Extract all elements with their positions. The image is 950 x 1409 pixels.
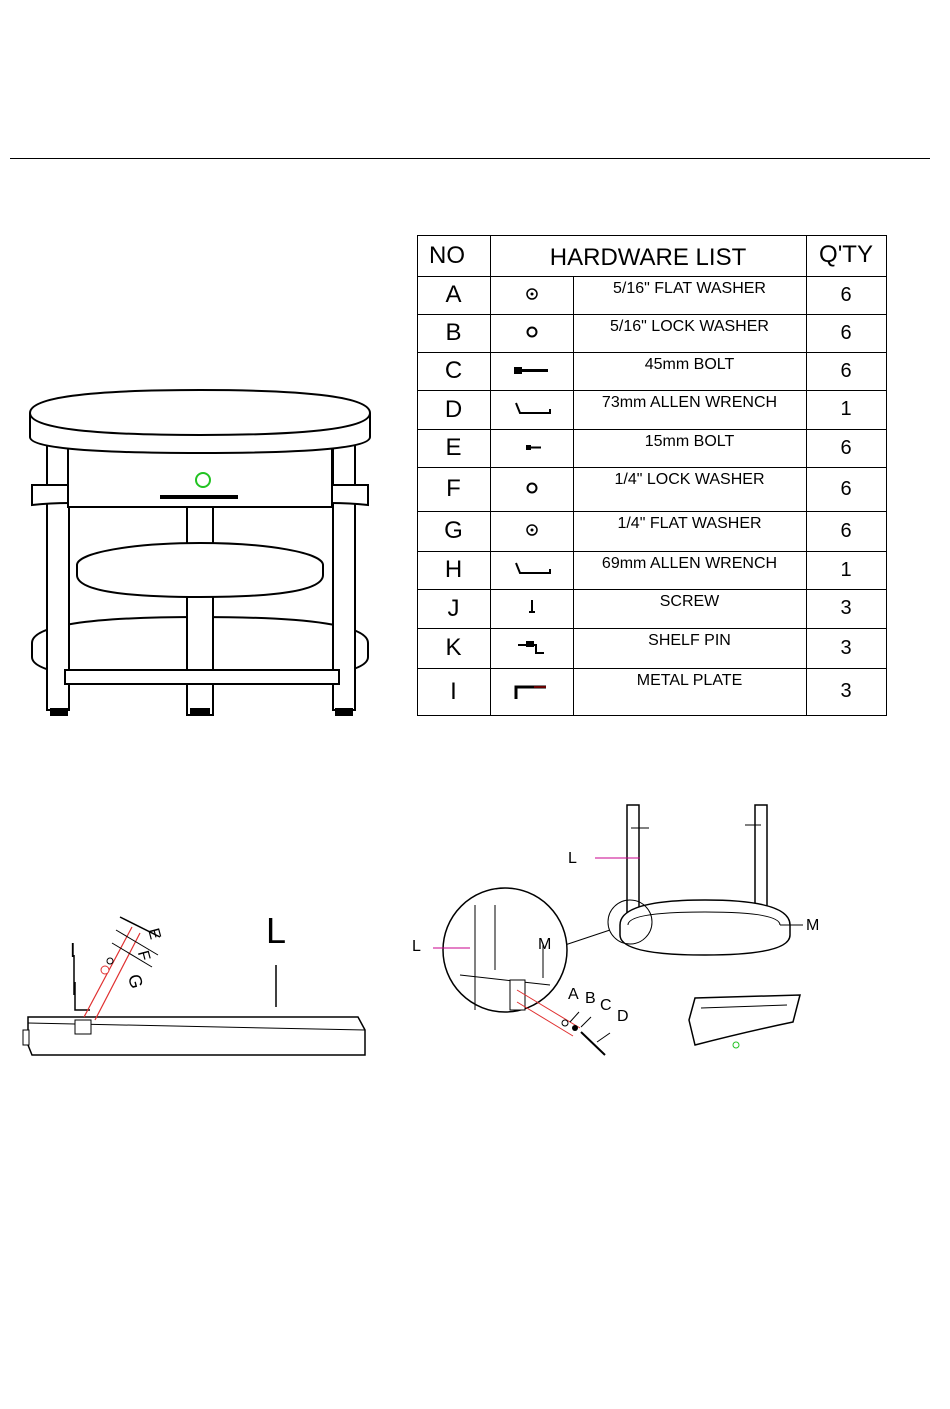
- row-qty: 3: [840, 597, 852, 619]
- header-divider: [10, 158, 930, 159]
- row-no: A: [445, 281, 462, 308]
- row-no: G: [444, 517, 463, 544]
- row-description: 73mm ALLEN WRENCH: [601, 394, 778, 411]
- label-a: A: [568, 986, 579, 1003]
- row-qty: 6: [840, 436, 852, 459]
- row-description: 1/4" LOCK WASHER: [614, 471, 765, 488]
- row-description: 5/16" FLAT WASHER: [613, 280, 766, 297]
- lock-washer-icon: [512, 480, 552, 498]
- label-leg-l: L: [266, 910, 287, 951]
- step2-leg-assembly-diagram: [405, 800, 825, 1070]
- row-no: C: [444, 357, 463, 384]
- row-no: F: [446, 475, 461, 502]
- row-qty: 6: [840, 321, 852, 344]
- screw-icon: [490, 589, 573, 628]
- shelf-pin-icon: [512, 639, 552, 657]
- lock-washer-icon: [490, 467, 573, 511]
- allen-wrench-icon: [512, 561, 552, 579]
- row-no: I: [450, 677, 457, 705]
- row-no: J: [447, 594, 460, 622]
- header-qty: Q'TY: [819, 241, 873, 268]
- header-hardware-list: HARDWARE LIST: [549, 244, 747, 271]
- label-washer-f: F: [133, 948, 153, 963]
- row-qty: 3: [840, 680, 852, 702]
- lock-washer-icon: [490, 314, 573, 352]
- label-detail-l: L: [412, 938, 421, 955]
- row-description: SHELF PIN: [648, 632, 731, 649]
- short-bolt-icon: [490, 429, 573, 467]
- row-no: E: [445, 434, 462, 461]
- label-c: C: [600, 997, 612, 1014]
- allen-wrench-icon: [490, 551, 573, 589]
- shelf-pin-icon: [490, 628, 573, 668]
- bolt-icon: [490, 352, 573, 390]
- row-description: METAL PLATE: [636, 672, 743, 689]
- step1-metal-plate-diagram: [20, 905, 370, 1060]
- hardware-list-table: [417, 235, 887, 716]
- row-no: B: [445, 319, 462, 346]
- metal-plate-icon: [490, 668, 573, 715]
- row-no: K: [445, 634, 462, 661]
- row-qty: 6: [840, 519, 852, 542]
- header-no: NO: [429, 242, 465, 269]
- short-bolt-icon: [512, 439, 552, 457]
- row-qty: 1: [840, 558, 852, 581]
- flat-washer-icon: [490, 276, 573, 314]
- lock-washer-icon: [512, 324, 552, 342]
- end-table-illustration: [20, 385, 385, 725]
- row-qty: 6: [840, 477, 852, 500]
- row-description: 5/16" LOCK WASHER: [610, 318, 769, 335]
- row-description: 15mm BOLT: [644, 433, 735, 450]
- flat-washer-icon: [512, 522, 552, 540]
- allen-wrench-icon: [490, 390, 573, 429]
- metal-plate-icon: [512, 683, 552, 701]
- screw-icon: [512, 600, 552, 618]
- bolt-icon: [512, 362, 552, 380]
- row-qty: 1: [840, 398, 852, 420]
- label-ring-m: M: [806, 917, 820, 934]
- flat-washer-icon: [490, 511, 573, 551]
- label-d: D: [617, 1008, 629, 1025]
- row-qty: 6: [840, 283, 852, 306]
- label-bolt-e: E: [144, 926, 164, 942]
- label-plate-i: I: [70, 940, 76, 962]
- label-detail-m: M: [538, 936, 552, 953]
- label-b: B: [585, 990, 596, 1007]
- label-leg-l: L: [568, 850, 577, 867]
- row-description: SCREW: [659, 593, 720, 610]
- row-no: H: [444, 556, 463, 583]
- flat-washer-icon: [512, 286, 552, 304]
- row-qty: 6: [840, 359, 852, 382]
- label-washer-g: G: [124, 972, 147, 991]
- allen-wrench-icon: [512, 401, 552, 419]
- row-no: D: [444, 395, 463, 423]
- row-qty: 3: [840, 636, 852, 659]
- row-description: 45mm BOLT: [644, 356, 735, 373]
- row-description: 69mm ALLEN WRENCH: [601, 555, 778, 572]
- row-description: 1/4" FLAT WASHER: [617, 515, 762, 532]
